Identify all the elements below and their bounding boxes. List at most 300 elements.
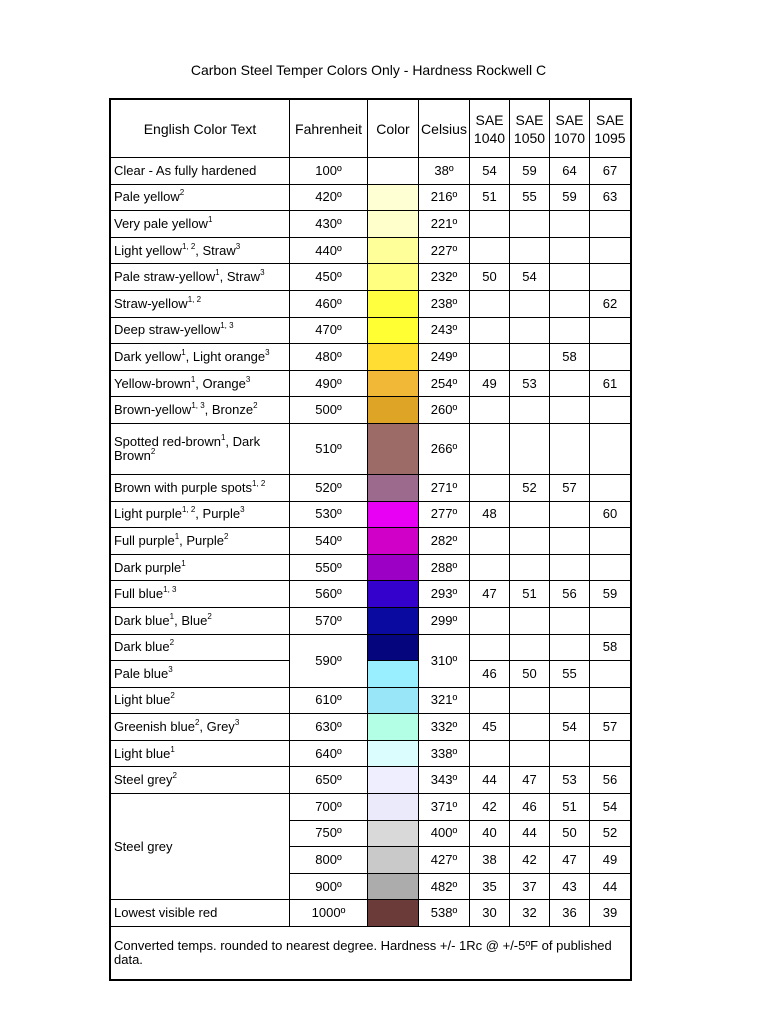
sae1040-cell [470, 475, 510, 502]
table-row [111, 794, 630, 821]
fahrenheit-cell: 650º [290, 767, 368, 794]
footnote-ref: 3 [235, 241, 241, 251]
sae1095-cell: 61 [590, 371, 630, 398]
color-text-alt: , Blue [174, 612, 208, 628]
table-row [111, 635, 630, 662]
sae1070-cell [550, 502, 590, 529]
sae1095-cell: 62 [590, 291, 630, 318]
fahrenheit-cell: 440º [290, 238, 368, 265]
celsius-cell: 243º [419, 318, 470, 345]
sae1095-cell: 60 [590, 502, 630, 529]
sae1095-cell [590, 475, 630, 502]
color-swatch-cell [368, 555, 419, 582]
fahrenheit-cell: 480º [290, 344, 368, 371]
footnote-ref: 2 [179, 188, 185, 198]
color-text-cell [111, 318, 290, 345]
footnote-ref: 1 [169, 611, 175, 621]
color-text-cell [111, 900, 290, 927]
footnote-ref: 1 [181, 558, 186, 568]
celsius-cell: 321º [419, 688, 470, 715]
sae1040-cell: 40 [470, 821, 510, 848]
sae1050-cell: 37 [510, 874, 550, 901]
color-swatch-cell [368, 371, 419, 398]
sae1050-cell: 32 [510, 900, 550, 927]
footnote-ref: 2 [223, 531, 229, 541]
sae1095-cell: 49 [590, 847, 630, 874]
color-text-cell [111, 397, 290, 424]
color-text-cell [111, 661, 290, 688]
footnote-ref: 2 [170, 691, 175, 701]
sae1040-cell [470, 211, 510, 238]
sae1070-cell [550, 264, 590, 291]
color-swatch [368, 264, 418, 290]
sae1040-cell: 47 [470, 581, 510, 608]
color-text: Pale blue [114, 665, 169, 681]
color-swatch [368, 900, 418, 926]
sae1095-cell [590, 661, 630, 688]
color-text: Deep straw-yellow [114, 322, 221, 338]
color-text-alt: , Dark Brown [114, 433, 261, 463]
sae1040-cell: 49 [470, 371, 510, 398]
celsius-cell: 216º [419, 185, 470, 212]
sae1070-cell [550, 635, 590, 662]
color-text-cell [111, 794, 290, 900]
sae1070-cell [550, 371, 590, 398]
header-celsius: Celsius [419, 100, 470, 158]
footnote-ref: 3 [245, 374, 251, 384]
table-row [111, 741, 630, 768]
color-text: Steel grey [114, 838, 173, 854]
sae1070-cell: 57 [550, 475, 590, 502]
fahrenheit-cell: 570º [290, 608, 368, 635]
fahrenheit-cell: 1000º [290, 900, 368, 927]
header-sae-label: SAE [555, 111, 584, 128]
color-swatch [368, 714, 418, 740]
fahrenheit-cell: 590º [290, 635, 368, 688]
table-row [111, 318, 630, 345]
sae1070-cell [550, 424, 590, 475]
color-text-cell [111, 424, 290, 475]
sae1040-cell [470, 608, 510, 635]
header-sae-grade: 1040 [473, 129, 506, 146]
celsius-cell: 266º [419, 424, 470, 475]
sae1040-cell: 50 [470, 264, 510, 291]
sae1050-cell: 59 [510, 158, 550, 185]
color-text: Light blue [114, 745, 171, 761]
sae1040-cell [470, 397, 510, 424]
color-swatch [368, 688, 418, 714]
sae1095-cell [590, 264, 630, 291]
color-swatch [368, 608, 418, 634]
celsius-cell: 293º [419, 581, 470, 608]
sae1040-cell: 42 [470, 794, 510, 821]
fahrenheit-cell: 510º [290, 424, 368, 475]
header-sae-label: SAE [475, 111, 504, 128]
sae1095-cell: 54 [590, 794, 630, 821]
color-swatch [368, 874, 418, 900]
sae1050-cell [510, 688, 550, 715]
table-row [111, 528, 630, 555]
fahrenheit-cell: 750º [290, 821, 368, 848]
table-row [111, 581, 630, 608]
color-swatch-cell [368, 291, 419, 318]
fahrenheit-cell: 630º [290, 714, 368, 741]
color-swatch-cell [368, 318, 419, 345]
sae1095-cell: 57 [590, 714, 630, 741]
sae1070-cell: 64 [550, 158, 590, 185]
color-text-cell [111, 502, 290, 529]
header-sae1095 [590, 100, 630, 158]
color-swatch [368, 291, 418, 317]
color-text: Dark blue [114, 612, 170, 628]
table-row [111, 555, 630, 582]
sae1070-cell: 59 [550, 185, 590, 212]
celsius-cell: 254º [419, 371, 470, 398]
celsius-cell: 400º [419, 821, 470, 848]
color-text: Dark yellow [114, 348, 182, 364]
sae1070-cell: 43 [550, 874, 590, 901]
sae1095-cell [590, 397, 630, 424]
color-swatch [368, 635, 418, 661]
color-swatch-cell [368, 900, 419, 927]
celsius-cell: 427º [419, 847, 470, 874]
sae1050-cell: 44 [510, 821, 550, 848]
color-text: Yellow-brown [114, 375, 191, 391]
footnote-ref: 1 [207, 214, 213, 224]
color-text: Pale yellow [114, 189, 180, 205]
color-swatch-cell [368, 344, 419, 371]
table-row [111, 900, 630, 927]
footnote-ref: 1 [215, 268, 220, 278]
header-color: Color [368, 100, 419, 158]
color-text: Clear - As fully hardened [114, 162, 257, 178]
color-text: Greenish blue [114, 719, 195, 735]
document-title: Carbon Steel Temper Colors Only - Hardness Rockwell C [190, 62, 547, 78]
sae1040-cell [470, 291, 510, 318]
sae1070-cell: 55 [550, 661, 590, 688]
celsius-cell: 260º [419, 397, 470, 424]
sae1040-cell: 51 [470, 185, 510, 212]
sae1070-cell [550, 238, 590, 265]
sae1095-cell: 59 [590, 581, 630, 608]
footnote-ref: 2 [194, 718, 200, 728]
color-text: Spotted red-brown [114, 433, 221, 449]
color-text-alt: , Light orange [185, 348, 266, 364]
color-text: Brown with purple spots [114, 479, 253, 495]
color-text: Pale straw-yellow [114, 269, 216, 285]
sae1050-cell [510, 291, 550, 318]
sae1095-cell [590, 238, 630, 265]
color-swatch [368, 158, 418, 184]
footnote-text: Converted temps. rounded to nearest degree. Hardness +/- 1Rc @ +/-5ºF of published data. [111, 927, 630, 979]
sae1050-cell: 54 [510, 264, 550, 291]
table-row [111, 185, 630, 212]
footnote-ref: 3 [234, 718, 240, 728]
sae1095-cell: 39 [590, 900, 630, 927]
color-swatch [368, 502, 418, 528]
color-swatch [368, 185, 418, 211]
fahrenheit-cell: 640º [290, 741, 368, 768]
color-text: Full purple [114, 532, 175, 548]
color-swatch-cell [368, 475, 419, 502]
table-body [111, 158, 630, 979]
sae1095-cell: 67 [590, 158, 630, 185]
footnote-ref: 1, 2 [252, 478, 266, 488]
color-swatch-cell [368, 397, 419, 424]
color-swatch [368, 555, 418, 581]
color-text-alt: , Purple [195, 506, 241, 522]
color-text-cell [111, 185, 290, 212]
color-swatch [368, 344, 418, 370]
footnote-ref: 1 [220, 432, 226, 442]
sae1040-cell [470, 238, 510, 265]
color-text: Dark purple [114, 559, 182, 575]
footnote-ref: 2 [169, 638, 175, 648]
table-row [111, 688, 630, 715]
sae1070-cell: 53 [550, 767, 590, 794]
sae1070-cell: 51 [550, 794, 590, 821]
color-swatch-cell [368, 821, 419, 848]
celsius-cell: 299º [419, 608, 470, 635]
color-text-cell [111, 608, 290, 635]
fahrenheit-cell: 450º [290, 264, 368, 291]
sae1070-cell: 54 [550, 714, 590, 741]
color-text-cell [111, 555, 290, 582]
color-swatch [368, 794, 418, 820]
fahrenheit-cell: 530º [290, 502, 368, 529]
footnote-ref: 3 [260, 268, 265, 278]
celsius-cell: 371º [419, 794, 470, 821]
color-text-cell [111, 158, 290, 185]
color-swatch [368, 528, 418, 554]
fahrenheit-cell: 800º [290, 847, 368, 874]
fahrenheit-cell: 540º [290, 528, 368, 555]
color-swatch-cell [368, 847, 419, 874]
sae1095-cell [590, 688, 630, 715]
footnote-ref: 2 [253, 401, 258, 411]
sae1095-cell: 56 [590, 767, 630, 794]
sae1050-cell [510, 424, 550, 475]
table-row [111, 211, 630, 238]
color-swatch-cell [368, 528, 419, 555]
sae1070-cell: 47 [550, 847, 590, 874]
sae1040-cell [470, 555, 510, 582]
sae1095-cell: 44 [590, 874, 630, 901]
table-row [111, 475, 630, 502]
celsius-cell: 332º [419, 714, 470, 741]
sae1095-cell [590, 344, 630, 371]
color-text: Lowest visible red [114, 905, 218, 921]
color-text-alt: , Orange [195, 375, 246, 391]
sae1050-cell: 55 [510, 185, 550, 212]
header-sae1040 [470, 100, 510, 158]
celsius-cell: 232º [419, 264, 470, 291]
footnote-ref: 1, 3 [191, 401, 205, 411]
fahrenheit-cell: 520º [290, 475, 368, 502]
color-swatch-cell [368, 158, 419, 185]
sae1050-cell [510, 502, 550, 529]
sae1040-cell: 35 [470, 874, 510, 901]
celsius-cell: 538º [419, 900, 470, 927]
table-row [111, 397, 630, 424]
table-row [111, 344, 630, 371]
header-sae-label: SAE [595, 111, 624, 128]
color-text-cell [111, 581, 290, 608]
color-swatch-cell [368, 661, 419, 688]
header-sae-grade: 1050 [513, 129, 546, 146]
table-row [111, 371, 630, 398]
color-swatch [368, 211, 418, 237]
footnote-ref: 3 [240, 505, 245, 515]
color-swatch [368, 767, 418, 793]
color-swatch [368, 847, 418, 873]
color-swatch-cell [368, 211, 419, 238]
footnote-ref: 1, 2 [181, 241, 196, 251]
color-text-cell [111, 238, 290, 265]
fahrenheit-cell: 700º [290, 794, 368, 821]
color-swatch [368, 424, 418, 474]
sae1050-cell [510, 555, 550, 582]
color-swatch-cell [368, 185, 419, 212]
temper-color-table [109, 98, 632, 981]
sae1095-cell [590, 211, 630, 238]
color-swatch [368, 475, 418, 501]
sae1040-cell: 48 [470, 502, 510, 529]
color-swatch-cell [368, 238, 419, 265]
footnote-row [111, 927, 630, 979]
table-row [111, 714, 630, 741]
color-text-cell [111, 528, 290, 555]
celsius-cell: 227º [419, 238, 470, 265]
sae1070-cell [550, 608, 590, 635]
color-text-cell [111, 714, 290, 741]
fahrenheit-cell: 500º [290, 397, 368, 424]
sae1040-cell [470, 528, 510, 555]
color-text: Straw-yellow [114, 295, 188, 311]
celsius-cell: 221º [419, 211, 470, 238]
sae1040-cell [470, 635, 510, 662]
sae1050-cell [510, 528, 550, 555]
sae1095-cell [590, 741, 630, 768]
footnote-ref: 2 [172, 771, 177, 781]
sae1070-cell [550, 688, 590, 715]
sae1050-cell: 50 [510, 661, 550, 688]
color-text-cell [111, 688, 290, 715]
sae1040-cell [470, 688, 510, 715]
sae1070-cell [550, 211, 590, 238]
sae1050-cell: 53 [510, 371, 550, 398]
sae1050-cell: 51 [510, 581, 550, 608]
sae1050-cell [510, 741, 550, 768]
sae1070-cell [550, 318, 590, 345]
sae1040-cell [470, 318, 510, 345]
sae1050-cell [510, 238, 550, 265]
footnote-ref: 1 [190, 374, 196, 384]
color-text: Light yellow [114, 242, 182, 258]
color-text-cell [111, 344, 290, 371]
table-row [111, 661, 630, 688]
sae1050-cell [510, 344, 550, 371]
footnote-ref: 1 [170, 744, 175, 754]
color-swatch-cell [368, 688, 419, 715]
fahrenheit-cell: 490º [290, 371, 368, 398]
color-text-cell [111, 371, 290, 398]
footnote-ref: 1, 3 [163, 585, 177, 595]
sae1040-cell: 54 [470, 158, 510, 185]
sae1095-cell: 63 [590, 185, 630, 212]
color-swatch-cell [368, 635, 419, 662]
sae1050-cell: 46 [510, 794, 550, 821]
color-swatch-cell [368, 874, 419, 901]
footnote-ref: 1 [174, 531, 180, 541]
color-swatch [368, 318, 418, 344]
sae1040-cell [470, 741, 510, 768]
sae1095-cell: 58 [590, 635, 630, 662]
color-swatch-cell [368, 264, 419, 291]
footnote-ref: 1, 3 [220, 321, 234, 331]
color-text-alt: , Purple [179, 532, 224, 548]
color-text-cell [111, 635, 290, 662]
color-swatch-cell [368, 608, 419, 635]
color-text: Brown-yellow [114, 402, 192, 418]
sae1040-cell: 38 [470, 847, 510, 874]
table-row [111, 291, 630, 318]
color-swatch [368, 661, 418, 687]
color-text-alt: , Straw [195, 242, 236, 258]
color-swatch [368, 821, 418, 847]
color-text: Light blue [114, 692, 171, 708]
sae1050-cell [510, 714, 550, 741]
sae1050-cell: 42 [510, 847, 550, 874]
sae1070-cell: 36 [550, 900, 590, 927]
celsius-cell: 249º [419, 344, 470, 371]
table-row [111, 238, 630, 265]
sae1095-cell: 52 [590, 821, 630, 848]
header-sae-grade: 1070 [553, 129, 586, 146]
table-row [111, 424, 630, 475]
color-swatch-cell [368, 581, 419, 608]
table-row [111, 502, 630, 529]
sae1040-cell: 46 [470, 661, 510, 688]
sae1070-cell: 58 [550, 344, 590, 371]
color-text-alt: , Bronze [204, 402, 254, 418]
sae1095-cell [590, 608, 630, 635]
celsius-cell: 277º [419, 502, 470, 529]
sae1070-cell [550, 528, 590, 555]
color-text-cell [111, 767, 290, 794]
color-text-cell [111, 741, 290, 768]
celsius-cell: 288º [419, 555, 470, 582]
color-swatch-cell [368, 714, 419, 741]
sae1040-cell: 45 [470, 714, 510, 741]
sae1040-cell [470, 344, 510, 371]
color-text-cell [111, 291, 290, 318]
color-swatch-cell [368, 741, 419, 768]
celsius-cell: 310º [419, 635, 470, 688]
sae1040-cell: 30 [470, 900, 510, 927]
color-text-cell [111, 264, 290, 291]
sae1050-cell [510, 397, 550, 424]
header-sae1070 [550, 100, 590, 158]
color-swatch [368, 741, 418, 767]
sae1095-cell [590, 555, 630, 582]
sae1050-cell: 52 [510, 475, 550, 502]
header-row [111, 100, 630, 158]
color-swatch-cell [368, 502, 419, 529]
color-swatch-cell [368, 767, 419, 794]
footnote-ref: 3 [265, 347, 270, 357]
sae1095-cell [590, 528, 630, 555]
